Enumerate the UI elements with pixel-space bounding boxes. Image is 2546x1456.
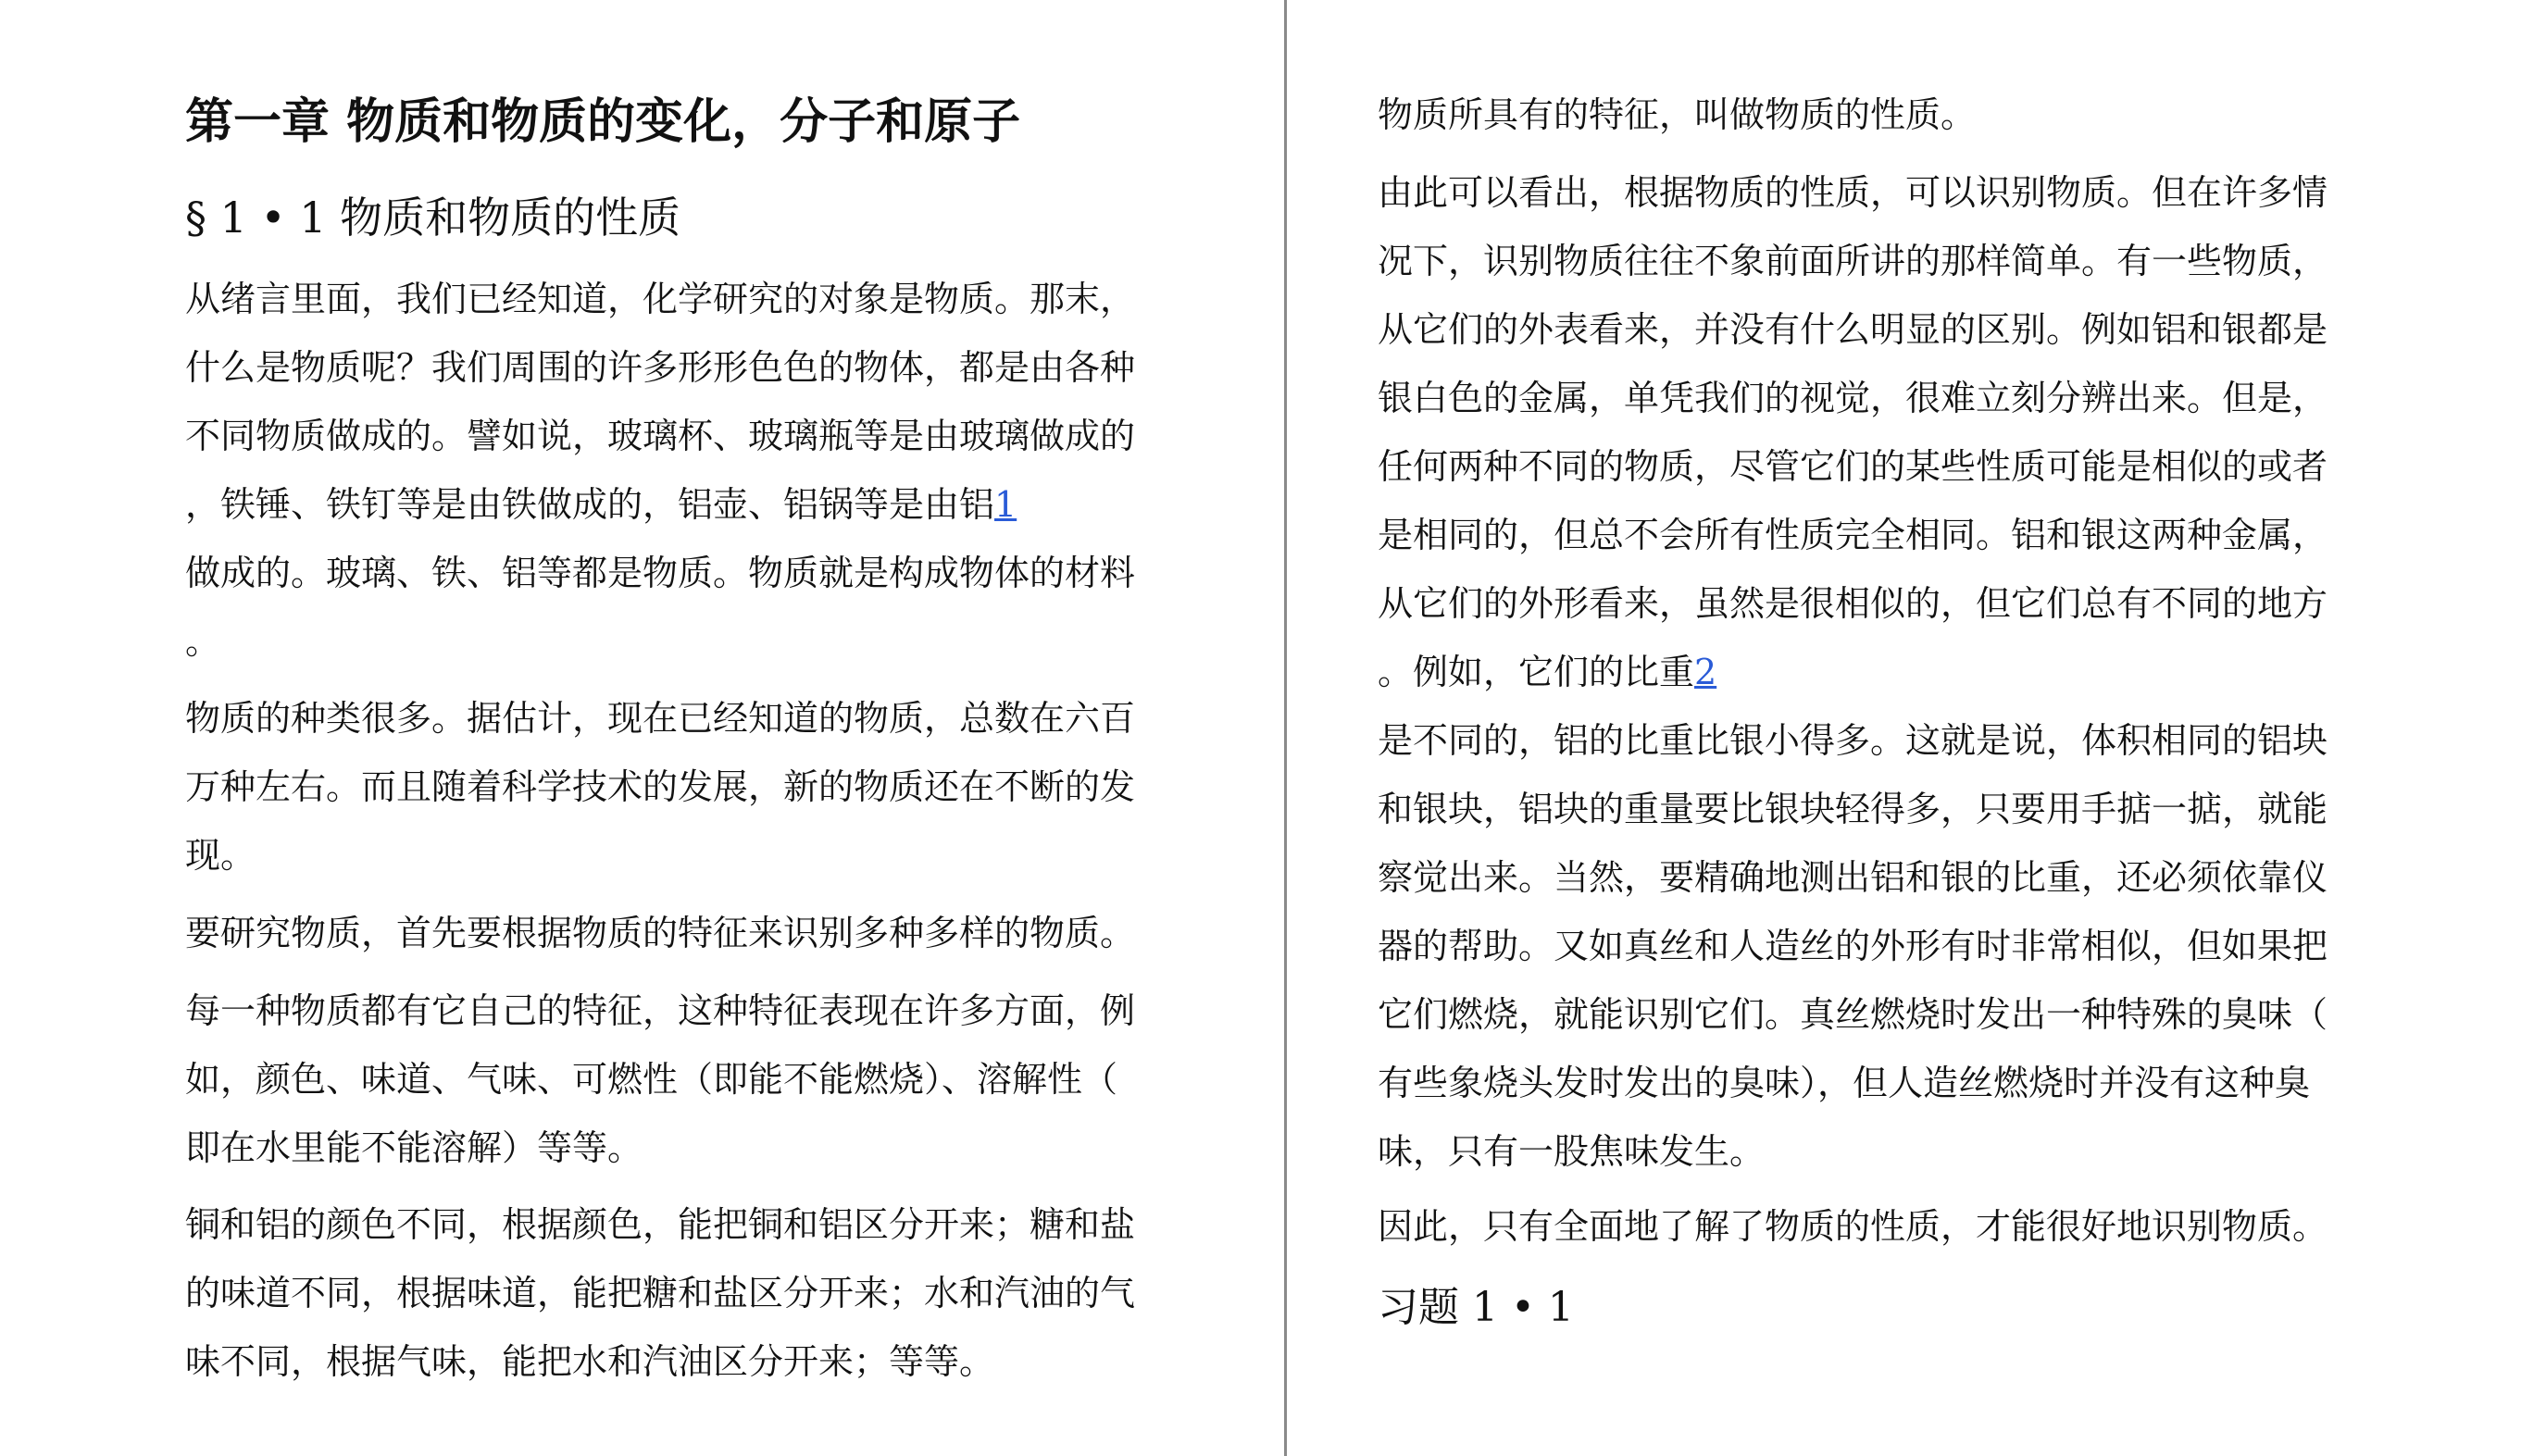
- text-line: [1378, 651, 1716, 693]
- text-line: 它们燃烧，就能识别它们。真丝燃烧时发出一种特殊的臭味（: [1378, 994, 2328, 1035]
- text-line: 察觉出来。当然，要精确地测出铝和银的比重，还必须依靠仪: [1378, 857, 2328, 898]
- text-line: 做成的。玻璃、铁、铝等都是物质。物质就是构成物体的材料: [185, 553, 1136, 593]
- text-line: 器的帮助。又如真丝和人造丝的外形有时非常相似，但如果把: [1378, 926, 2328, 966]
- text-line: 如，颜色、味道、气味、可燃性（即能不能燃烧）、溶解性（: [185, 1059, 1118, 1100]
- text-line: 要研究物质，首先要根据物质的特征来识别多种多样的物质。: [185, 913, 1136, 953]
- text-line: 和银块，铝块的重量要比银块轻得多，只要用手掂一掂，就能: [1378, 789, 2328, 829]
- text-line: 从它们的外形看来，虽然是很相似的，但它们总有不同的地方: [1378, 583, 2328, 624]
- text-segment: 。例如，它们的比重: [1378, 652, 1695, 692]
- chapter-title: 第一章 物质和物质的变化，分子和原子: [185, 93, 1021, 150]
- footnote-link-2[interactable]: 2: [1694, 652, 1717, 692]
- text-line: 每一种物质都有它自己的特征，这种特征表现在许多方面，例: [185, 990, 1136, 1031]
- text-line: [185, 483, 1017, 526]
- text-line: 是不同的，铝的比重比银小得多。这就是说，体积相同的铝块: [1378, 720, 2328, 761]
- text-line: 由此可以看出，根据物质的性质，可以识别物质。但在许多情: [1378, 172, 2328, 213]
- text-line: 物质所具有的特征，叫做物质的性质。: [1378, 94, 1977, 135]
- text-line: 万种左右。而且随着科学技术的发展，新的物质还在不断的发: [185, 766, 1136, 807]
- text-line: 况下，识别物质往往不象前面所讲的那样简单。有一些物质，: [1378, 241, 2328, 281]
- text-line: 物质的种类很多。据估计，现在已经知道的物质，总数在六百: [185, 698, 1136, 739]
- text-line: 从它们的外表看来，并没有什么明显的区别。例如铝和银都是: [1378, 309, 2328, 350]
- footnote-link-1[interactable]: 1: [994, 484, 1017, 525]
- text-line: 的味道不同，根据味道，能把糖和盐区分开来；水和汽油的气: [185, 1273, 1136, 1313]
- text-line: 即在水里能不能溶解）等等。: [185, 1127, 643, 1168]
- text-line: 不同物质做成的。譬如说，玻璃杯、玻璃瓶等是由玻璃做成的: [185, 416, 1136, 456]
- exercise-title: 习题 1 • 1: [1378, 1284, 1574, 1331]
- text-line: 有些象烧头发时发出的臭味），但人造丝燃烧时并没有这种臭: [1378, 1063, 2311, 1103]
- text-line: 什么是物质呢？我们周围的许多形形色色的物体，都是由各种: [185, 347, 1136, 388]
- text-line: 从绪言里面，我们已经知道，化学研究的对象是物质。那末，: [185, 279, 1136, 319]
- text-segment: ，铁锤、铁钉等是由铁做成的，铝壶、铝锅等是由铝: [185, 484, 995, 525]
- section-title: § 1 • 1 物质和物质的性质: [185, 193, 681, 243]
- page-divider: [1284, 0, 1287, 1456]
- text-line: 味，只有一股焦味发生。: [1378, 1131, 1766, 1172]
- text-line: 。: [185, 621, 221, 662]
- text-line: 是相同的，但总不会所有性质完全相同。铝和银这两种金属，: [1378, 515, 2328, 555]
- text-line: 银白色的金属，单凭我们的视觉，很难立刻分辨出来。但是，: [1378, 378, 2328, 418]
- text-line: 任何两种不同的物质，尽管它们的某些性质可能是相似的或者: [1378, 446, 2328, 487]
- text-line: 因此，只有全面地了解了物质的性质，才能很好地识别物质。: [1378, 1206, 2328, 1247]
- text-line: 现。: [185, 835, 256, 876]
- text-line: 味不同，根据气味，能把水和汽油区分开来；等等。: [185, 1341, 995, 1382]
- text-line: 铜和铝的颜色不同，根据颜色，能把铜和铝区分开来；糖和盐: [185, 1204, 1136, 1245]
